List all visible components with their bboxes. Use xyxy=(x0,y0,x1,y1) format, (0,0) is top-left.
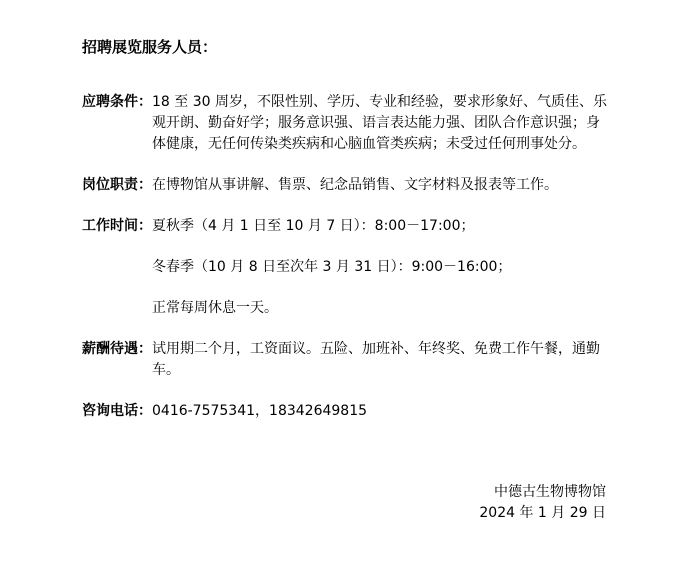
duties-label: 岗位职责： xyxy=(82,177,152,193)
work-time-lines xyxy=(152,216,612,319)
requirements-label: 应聘条件： xyxy=(82,94,152,110)
recruitment-notice xyxy=(82,36,612,422)
contact-section xyxy=(82,401,612,422)
signature-block xyxy=(479,482,606,524)
requirements-section xyxy=(82,92,612,155)
salary-label: 薪酬待遇： xyxy=(82,341,152,357)
contact-phone-numbers: 0416-7575341，18342649815 xyxy=(152,403,368,419)
work-time-winter-spring: 冬春季（10 月 8 日至次年 3 月 31 日）：9:00－16:00； xyxy=(152,259,512,275)
duties-text: 在博物馆从事讲解、售票、纪念品销售、文字材料及报表等工作。 xyxy=(152,177,558,193)
work-time-section xyxy=(82,216,612,319)
contact-label: 咨询电话： xyxy=(82,403,152,419)
work-time-label: 工作时间： xyxy=(82,218,152,234)
organization-name: 中德古生物博物馆 xyxy=(494,484,606,500)
salary-section xyxy=(82,339,612,381)
notice-date: 2024 年 1 月 29 日 xyxy=(479,505,606,521)
duties-section xyxy=(82,175,612,196)
salary-text: 试用期二个月，工资面议。五险、加班补、年终奖、免费工作午餐，通勤车。 xyxy=(152,341,600,378)
work-time-summer-autumn: 夏秋季（4 月 1 日至 10 月 7 日）：8:00－17:00； xyxy=(152,218,475,234)
requirements-text: 18 至 30 周岁，不限性别、学历、专业和经验，要求形象好、气质佳、乐观开朗、勤奋好学；服务意识强、语言表达能力强、团队合作意识强；身体健康，无任何传染类疾病和心脑血管类疾病；未受过任何刑事处分。 xyxy=(152,94,607,152)
work-time-rest-day: 正常每周休息一天。 xyxy=(152,300,278,316)
notice-title: 招聘展览服务人员： xyxy=(82,38,218,56)
